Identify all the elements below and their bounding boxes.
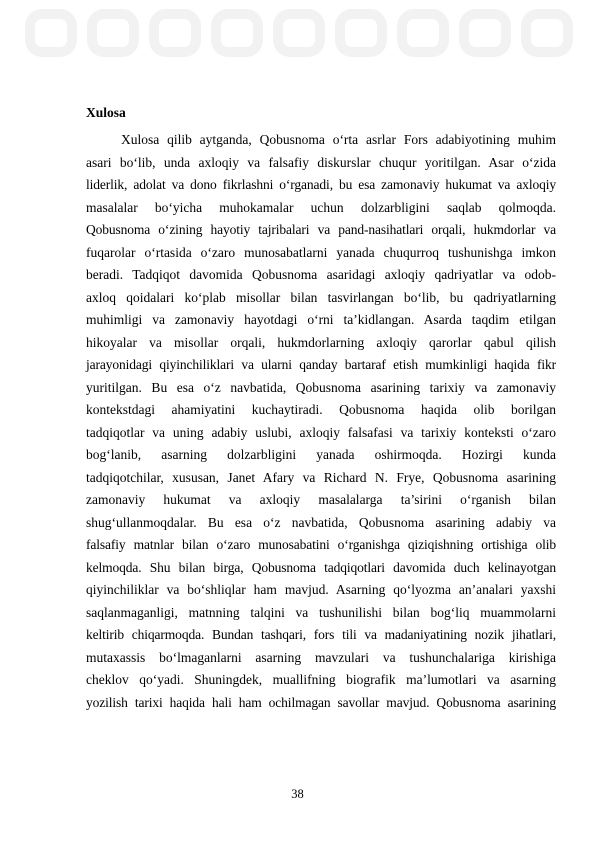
text-line: zamonaviy hukumat va axloqiy masalalarga ta’sirini o‘rganish bilan <box>86 492 556 507</box>
text-line: yuritilgan. Bu esa o‘z navbatida, Qobusnoma asarining tarixiy va zamonaviy <box>86 379 556 395</box>
text-line: masalalar bo‘yicha muhokamalar uchun dolzarbligini saqlab qolmoqda. <box>86 199 556 215</box>
text-line: falsafiy matnlar bilan o‘zaro munosabatini o‘rganishga qiziqishning ortishiga olib <box>86 537 556 552</box>
watermark <box>0 0 595 70</box>
text-line: axloq qoidalari ko‘plab misollar bilan tasvirlangan bo‘lib, bu qadriyatlarning <box>86 289 556 305</box>
text-line: hikoyalar va misollar orqali, hukmdorlarning axloqiy qarorlar qabul qilish <box>86 334 556 350</box>
body-paragraph <box>86 129 556 714</box>
text-line: yozilish tarixi haqida hali ham ochilmagan savollar mavjud. Qobusnoma asarining <box>86 694 556 710</box>
text-line: muhimligi va zamonaviy hayotdagi o‘rni ta’kidlangan. Asarda taqdim etilgan <box>86 312 556 327</box>
text-line: bog‘lanib, asarning dolzarbligini yanada oshirmoqda. Hozirgi kunda <box>86 447 556 462</box>
text-line: liderlik, adolat va dono fikrlashni o‘rganadi, bu esa zamonaviy hukumat va axloqiy <box>86 177 556 192</box>
text-line: jarayonidagi qiyinchiliklari va ularni qanday bartaraf etish mumkinligi haqida fikr <box>86 357 556 372</box>
text-line: kontekstdagi ahamiyatini kuchaytiradi. Qobusnoma haqida olib borilgan <box>86 402 556 417</box>
text-line: fuqarolar o‘rtasida o‘zaro munosabatlarni yanada chuqurroq tushunishga imkon <box>86 244 556 260</box>
text-line: Xulosa qilib aytganda, Qobusnoma o‘rta asrlar Fors adabiyotining muhim <box>121 132 556 147</box>
text-line: qiyinchiliklar va bo‘shliqlar ham mavjud. Asarning qo‘lyozma an’analari yaxshi <box>86 582 556 597</box>
text-line: tadqiqotlar va uning adabiy uslubi, axloqiy falsafasi va tarixiy konteksti o‘zaro <box>86 424 556 440</box>
text-line: kelmoqda. Shu bilan birga, Qobusnoma tadqiqotlari davomida duch kelinayotgan <box>86 559 556 575</box>
text-line: shug‘ullanmoqdalar. Bu esa o‘z navbatida, Qobusnoma asarining adabiy va <box>86 514 556 530</box>
text-line: Qobusnoma o‘zining hayotiy tajribalari va pand-nasihatlari orqali, hukmdorlar va <box>86 222 556 237</box>
section-heading: Xulosa <box>86 105 126 120</box>
text-line: mutaxassis bo‘lmaganlarni asarning mavzulari va tushunchalariga kirishiga <box>86 649 556 665</box>
text-line: keltirib chiqarmoqda. Bundan tashqari, fors tili va madaniyatining nozik jihatlari, <box>86 627 556 642</box>
page-number: 38 <box>291 787 304 801</box>
text-line: cheklov qo‘yadi. Shuningdek, muallifning biografik ma’lumotlari va asarning <box>86 672 556 687</box>
text-line: tadqiqotchilar, xususan, Janet Afary va Richard N. Frye, Qobusnoma asarining <box>86 469 556 485</box>
text-line: beradi. Tadqiqot davomida Qobusnoma asaridagi axloqiy qadriyatlar va odob- <box>86 267 556 282</box>
text-line: asari bo‘lib, unda axloqiy va falsafiy diskurslar chuqur yoritilgan. Asar o‘zida <box>86 154 556 170</box>
text-line: saqlanmaganligi, matnning talqini va tushunilishi bilan bog‘liq muammolarni <box>86 604 556 620</box>
